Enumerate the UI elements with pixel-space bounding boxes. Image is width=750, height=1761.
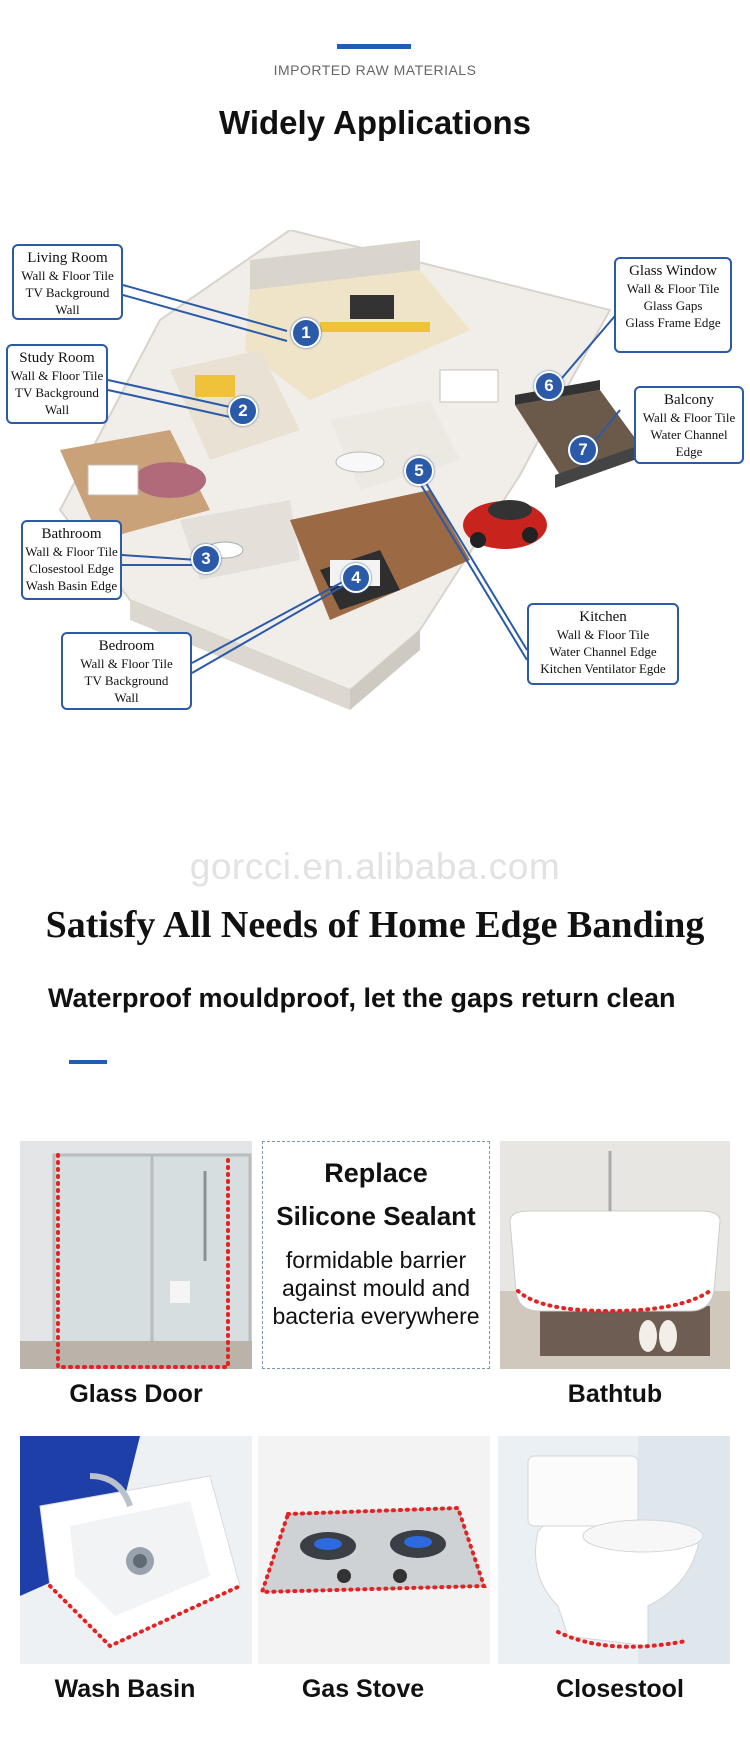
bathtub-drawing <box>500 1141 730 1369</box>
promo-box <box>262 1141 490 1369</box>
callout-line: Water Channel Edge <box>549 644 657 659</box>
floor-plan-illustration <box>0 230 750 810</box>
caption-wash-basin: Wash Basin <box>54 1675 196 1703</box>
callout-title: Bedroom <box>98 638 155 654</box>
glass-door-drawing <box>20 1141 252 1369</box>
callout-kitchen <box>527 603 679 685</box>
promo-line: against mould and <box>282 1275 470 1301</box>
accent-bar <box>337 44 411 49</box>
callout-living-room <box>12 244 123 320</box>
callout-title: Balcony <box>664 392 714 408</box>
promo-line: Silicone Sealant <box>276 1201 476 1231</box>
room-number-badge: 3 <box>191 544 221 574</box>
callout-title: Bathroom <box>41 526 102 542</box>
callout-line: TV Background <box>25 285 110 300</box>
callout-title: Glass Window <box>629 263 717 279</box>
caption-closestool: Closestool <box>556 1675 684 1703</box>
callout-line: Wash Basin Edge <box>25 578 118 593</box>
watermark: gorcci.en.alibaba.com <box>189 846 561 887</box>
promo-line: bacteria everywhere <box>272 1303 480 1329</box>
bathtub-image <box>500 1141 730 1369</box>
closestool-drawing <box>498 1436 730 1664</box>
callout-line: Glass Gaps <box>643 298 703 313</box>
gas-stove-image <box>258 1436 490 1664</box>
room-number-badge: 6 <box>534 371 564 401</box>
callout-line: Glass Frame Edge <box>625 315 721 330</box>
room-number-badge: 1 <box>291 318 321 348</box>
callout-title: Kitchen <box>579 609 627 625</box>
section-title: Widely Applications <box>218 104 532 141</box>
section-subtitle: Waterproof mouldproof, let the gaps return clean <box>48 983 676 1013</box>
callout-bathroom <box>21 520 122 600</box>
callout-glass-window <box>614 257 732 353</box>
section-title-2: Satisfy All Needs of Home Edge Banding <box>45 904 705 946</box>
room-number-badge: 5 <box>404 456 434 486</box>
callout-title: Study Room <box>19 350 95 366</box>
wash-basin-drawing <box>20 1436 252 1664</box>
callout-line: Wall <box>55 302 80 317</box>
caption-gas-stove: Gas Stove <box>301 1675 425 1703</box>
callout-line: TV Background <box>15 385 99 400</box>
gas-stove-drawing <box>258 1436 490 1664</box>
callout-line: Edge <box>675 444 703 459</box>
callout-line: Kitchen Ventilator Egde <box>540 661 666 676</box>
room-number-badge: 4 <box>341 563 371 593</box>
callout-line: TV Background <box>84 673 169 688</box>
caption-bathtub: Bathtub <box>567 1380 663 1408</box>
glass-door-image <box>20 1141 252 1369</box>
callout-line: Wall <box>114 690 139 705</box>
callout-line: Wall <box>44 402 70 417</box>
callout-line: Water Channel <box>650 427 728 442</box>
promo-line: formidable barrier <box>285 1247 467 1273</box>
callout-line: Wall & Floor Tile <box>556 627 650 642</box>
callout-bedroom <box>61 632 192 710</box>
callout-line: Wall & Floor Tile <box>642 410 736 425</box>
callout-line: Wall & Floor Tile <box>80 656 173 671</box>
room-number-badge: 2 <box>228 396 258 426</box>
closestool-image <box>498 1436 730 1664</box>
accent-bar-small <box>69 1060 107 1064</box>
callout-title: Living Room <box>27 250 108 266</box>
callout-line: Wall & Floor Tile <box>21 268 114 283</box>
callout-study-room <box>6 344 108 424</box>
callout-line: Closestool Edge <box>29 561 114 576</box>
callout-balcony <box>634 386 744 464</box>
callout-line: Wall & Floor Tile <box>10 368 104 383</box>
callout-line: Wall & Floor Tile <box>626 281 720 296</box>
section-kicker: IMPORTED RAW MATERIALS <box>273 62 477 78</box>
callout-line: Wall & Floor Tile <box>25 544 118 559</box>
caption-glass-door: Glass Door <box>69 1380 203 1408</box>
room-number-badge: 7 <box>568 435 598 465</box>
promo-line: Replace <box>324 1158 428 1188</box>
wash-basin-image <box>20 1436 252 1664</box>
